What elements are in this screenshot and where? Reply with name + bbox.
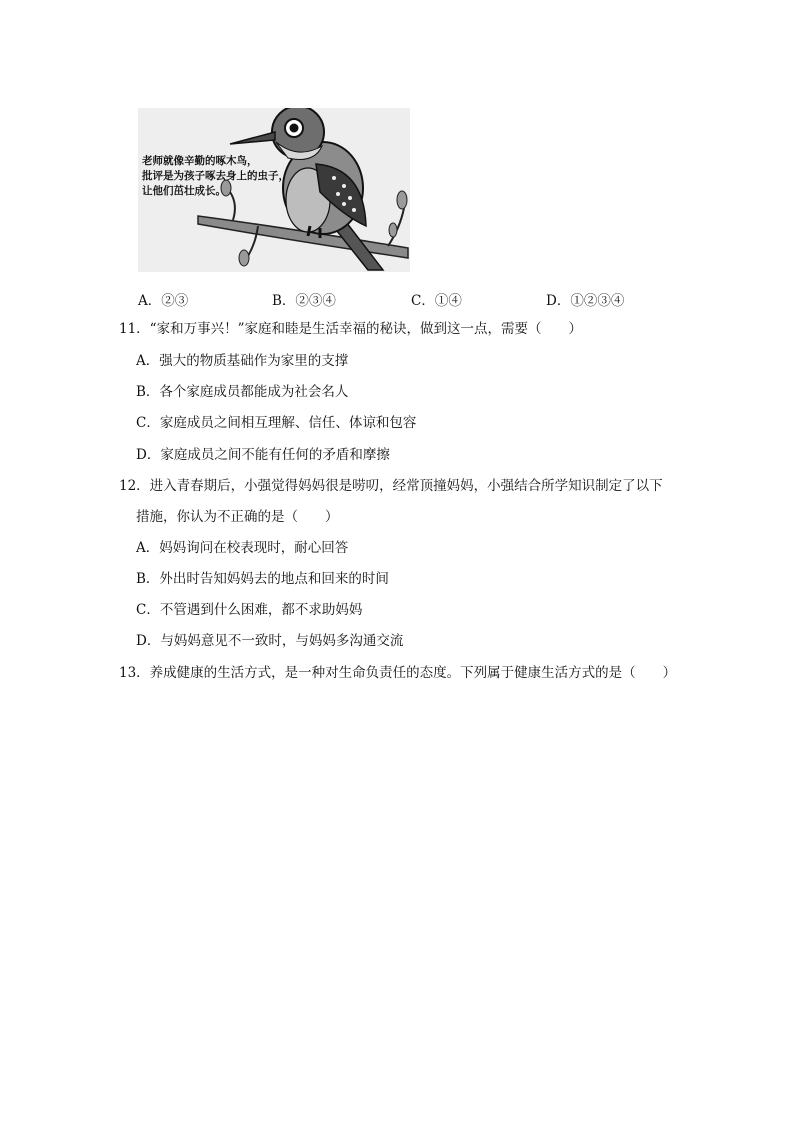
q12-option-a[interactable]: A．妈妈询问在校表现时，耐心回答 (136, 540, 349, 556)
q12-option-d[interactable]: D．与妈妈意见不一致时，与妈妈多沟通交流 (136, 633, 404, 649)
caption-line: 批评是为孩子啄去身上的虫子， (142, 170, 289, 182)
q11-option-c[interactable]: C．家庭成员之间相互理解、信任、体谅和包容 (136, 415, 417, 431)
q11-option-d[interactable]: D．家庭成员之间不能有任何的矛盾和摩擦 (136, 447, 390, 463)
illustration-caption (142, 154, 302, 199)
q11-option-b[interactable]: B．各个家庭成员都能成为社会名人 (136, 384, 349, 400)
q12-option-b[interactable]: B．外出时告知妈妈去的地点和回来的时间 (136, 571, 389, 587)
q12-option-c[interactable]: C．不管遇到什么困难，都不求助妈妈 (136, 602, 363, 618)
caption-line: 老师就像辛勤的啄木鸟， (142, 155, 258, 167)
q10-choices (0, 289, 794, 309)
q10-choice-a[interactable]: A．②③ (138, 293, 189, 309)
q10-choice-b[interactable]: B．②③④ (272, 293, 336, 309)
caption-line: 让他们茁壮成长。 (142, 185, 226, 197)
q11-option-a[interactable]: A．强大的物质基础作为家里的支撑 (136, 353, 349, 369)
q10-choice-d[interactable]: D．①②③④ (546, 293, 625, 309)
q12-stem-line2: 措施，你认为不正确的是（ ） (136, 509, 339, 525)
q12-stem-line1: 12．进入青春期后，小强觉得妈妈很是唠叨，经常顶撞妈妈，小强结合所学知识制定了以下 (119, 478, 663, 494)
q10-choice-c[interactable]: C．①④ (411, 293, 462, 309)
q11-stem: 11．“家和万事兴！”家庭和睦是生活幸福的秘诀，做到这一点，需要（ ） (119, 321, 582, 337)
q13-stem: 13．养成健康的生活方式，是一种对生命负责任的态度。下列属于健康生活方式的是（ ） (119, 665, 677, 681)
woodpecker-illustration (138, 108, 410, 272)
